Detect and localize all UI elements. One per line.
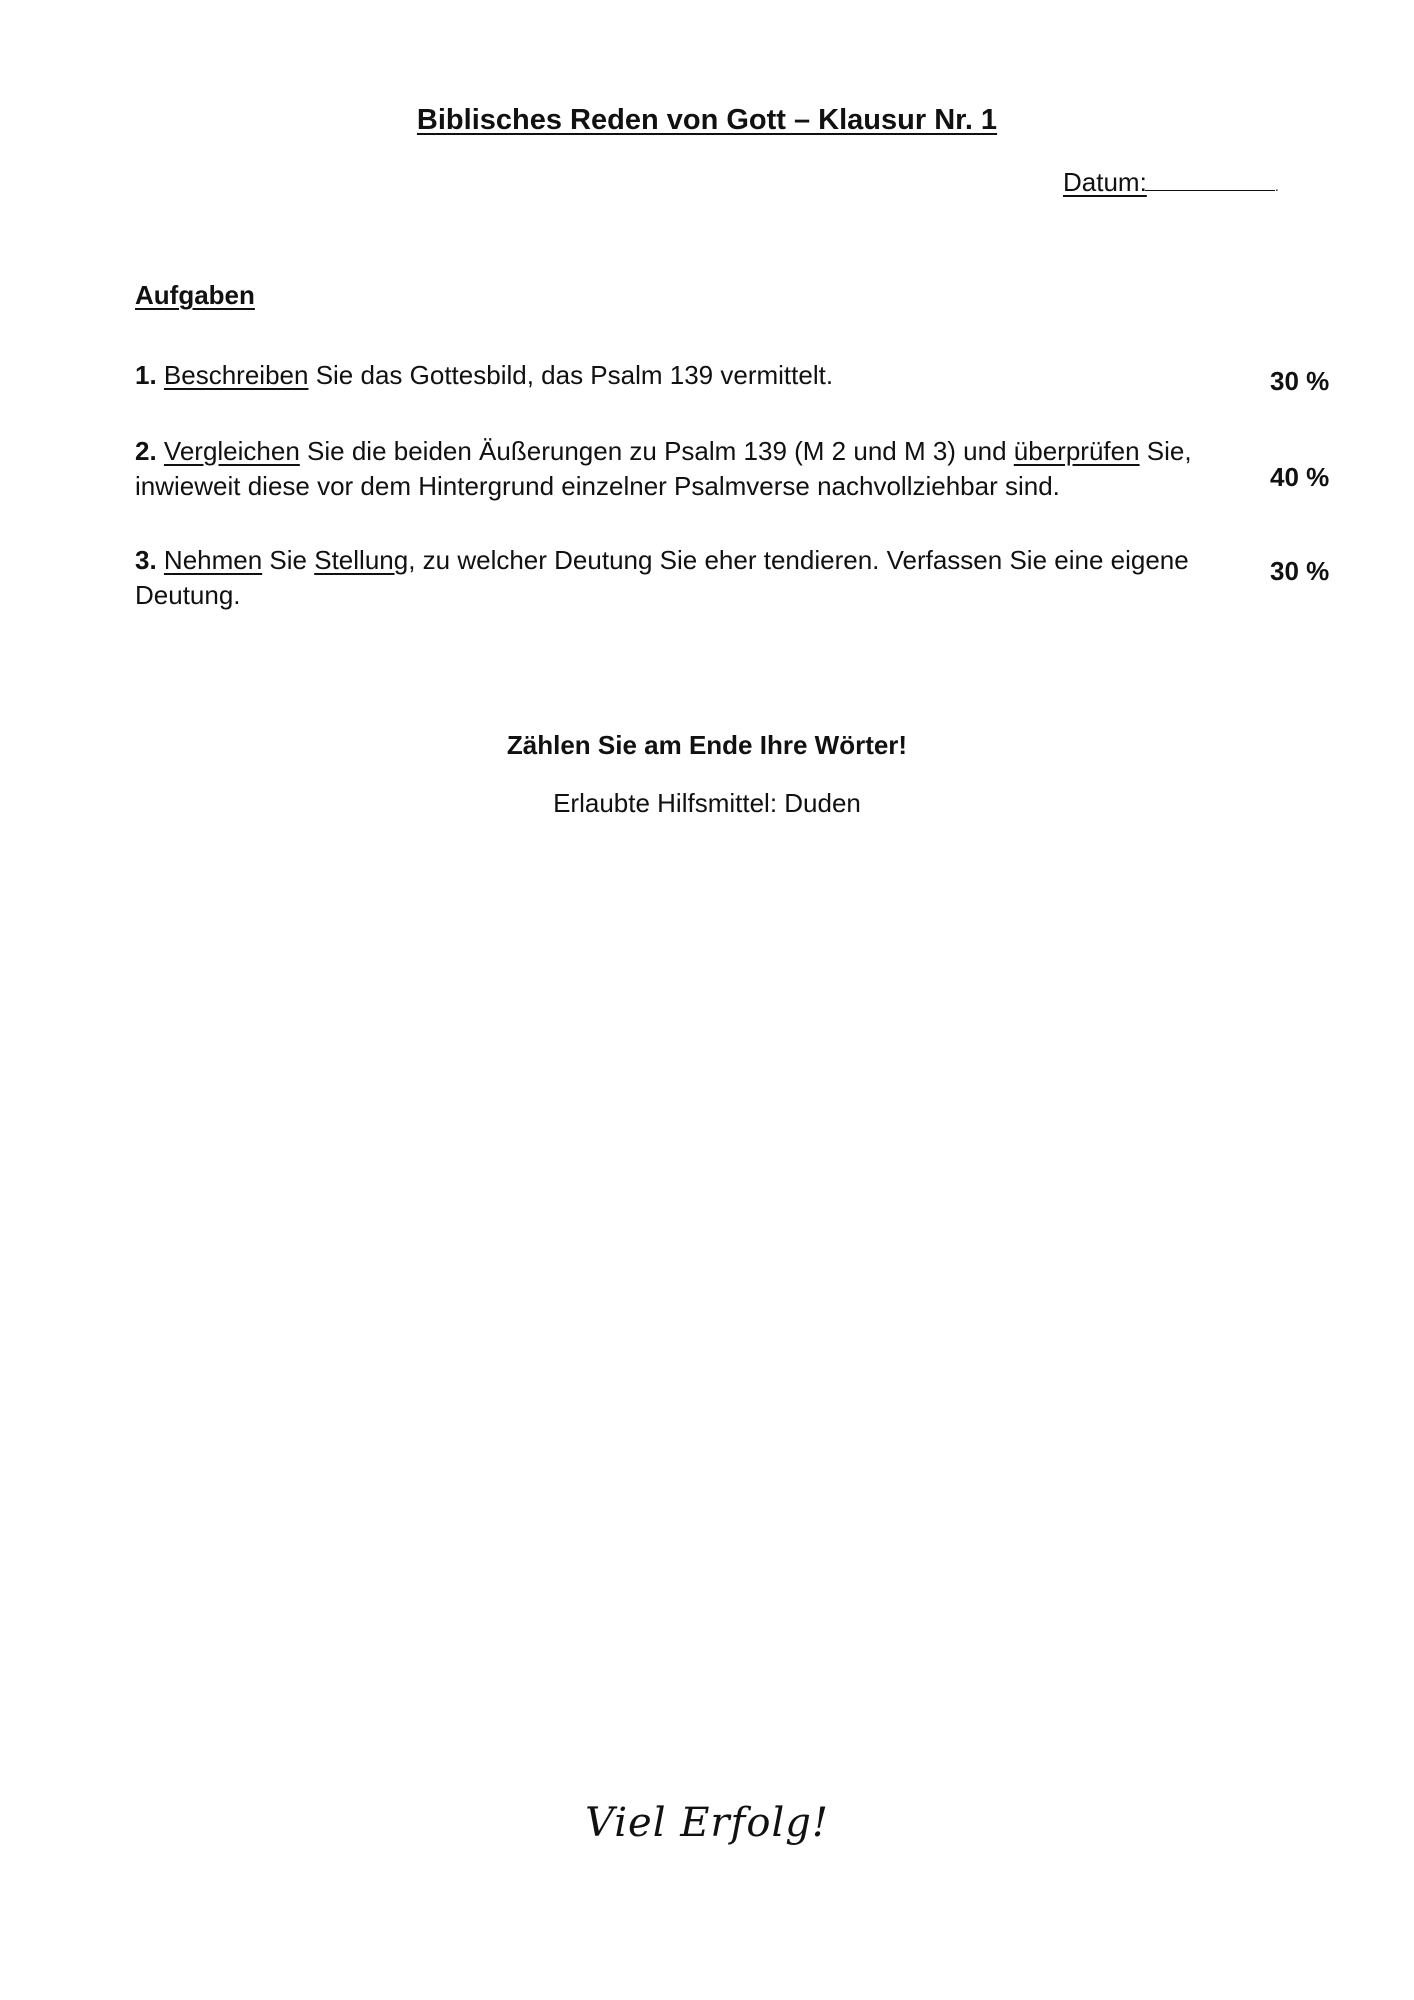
- task-operator: Stellung: [314, 545, 409, 575]
- page-title: [0, 104, 1414, 137]
- section-heading-tasks: Aufgaben: [135, 280, 255, 310]
- task-text: , zu welcher Deutung Sie eher tendieren. Verfassen Sie eine eigene Deutung.: [135, 545, 1189, 610]
- task-number: 2.: [135, 436, 157, 466]
- task-2: [135, 434, 1195, 504]
- task-operator: Vergleichen: [163, 436, 300, 466]
- task-text: Sie, inwieweit diese vor dem Hintergrund einzelner Psalmverse nachvollziehbar sind.: [135, 436, 1192, 501]
- task-text: Sie: [262, 545, 315, 575]
- title-text: Biblisches Reden von Gott – Klausur Nr. 1: [416, 104, 998, 136]
- allowed-aids: Erlaubte Hilfsmittel: Duden: [553, 788, 861, 818]
- task-operator: Nehmen: [163, 545, 263, 575]
- word-count-note: Zählen Sie am Ende Ihre Wörter!: [506, 730, 908, 760]
- task-operator: überprüfen: [1013, 436, 1140, 466]
- task-text: Sie das Gottesbild, das Psalm 139 vermittelt.: [308, 360, 834, 390]
- task-1-weight: 30 %: [1270, 366, 1330, 396]
- date-label: Datum:: [1063, 167, 1147, 197]
- task-operator: Beschreiben: [163, 360, 309, 390]
- task-number: 3.: [135, 545, 157, 575]
- date-blank-line: [1145, 166, 1275, 191]
- task-2-weight: 40 %: [1270, 462, 1330, 492]
- date-field: [1063, 166, 1279, 198]
- date-dot: .: [1274, 178, 1279, 194]
- task-text: Sie die beiden Äußerungen zu Psalm 139 (M 2 und M 3) und: [299, 436, 1014, 466]
- task-1: [135, 358, 1195, 393]
- task-number: 1.: [135, 360, 157, 390]
- task-3-weight: 30 %: [1270, 556, 1330, 586]
- task-3: [135, 543, 1195, 613]
- signoff-text: Viel Erfolg!: [585, 1800, 829, 1846]
